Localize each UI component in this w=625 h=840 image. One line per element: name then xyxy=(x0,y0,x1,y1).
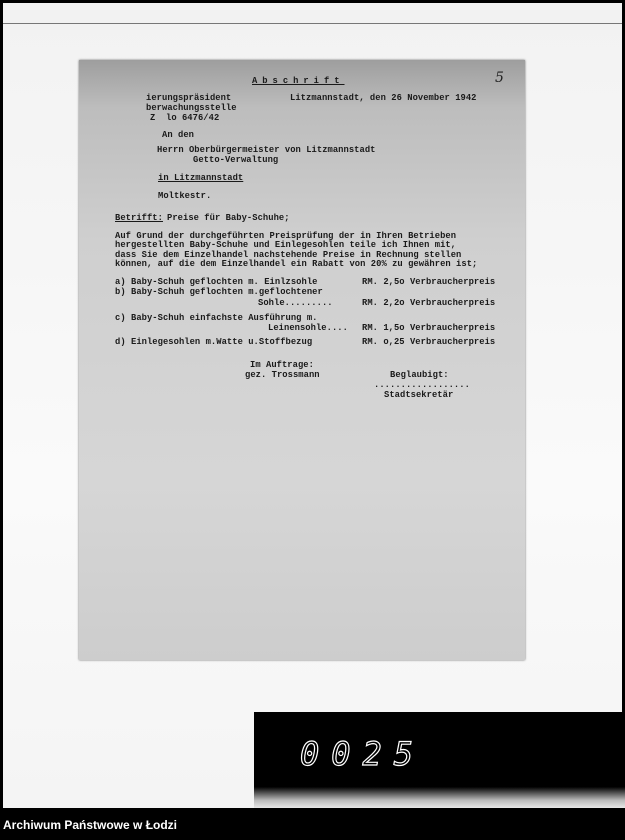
item-a: a) Baby-Schuh geflochten m. Einlzsohle xyxy=(115,277,318,287)
frame-counter: 0025 xyxy=(300,735,426,773)
item-b: b) Baby-Schuh geflochten m.geflochtener xyxy=(115,287,323,297)
signature-title: Stadtsekretär xyxy=(384,390,454,400)
item-b-price: RM. 2,2o Verbraucherpreis xyxy=(362,298,496,308)
recipient-dept: Getto-Verwaltung xyxy=(193,155,279,165)
footer-bar xyxy=(0,808,625,840)
item-a-price: RM. 2,5o Verbraucherpreis xyxy=(362,277,496,287)
recipient-street: Moltkestr. xyxy=(158,191,212,201)
signature-left: gez. Trossmann xyxy=(245,370,320,380)
subject-label: Betrifft: xyxy=(115,213,163,223)
subject: Preise für Baby-Schuhe; xyxy=(167,213,290,223)
sender-line: ierungspräsident xyxy=(146,93,232,103)
signature-right: Beglaubigt: xyxy=(390,370,449,380)
recipient-intro: An den xyxy=(162,130,194,140)
body-line: hergestellten Baby-Schuhe und Einlegesohlen teile ich Ihnen mit, xyxy=(115,240,457,250)
signature-left: Im Auftrage: xyxy=(250,360,314,370)
signature-dots: .................. xyxy=(374,380,470,390)
recipient-city: in Litzmannstadt xyxy=(158,173,244,183)
item-c: c) Baby-Schuh einfachste Ausführung m. xyxy=(115,313,318,323)
archive-name: Archiwum Państwowe w Łodzi xyxy=(3,818,178,832)
sender-line: berwachungsstelle xyxy=(146,103,237,113)
body-line: Auf Grund der durchgeführten Preisprüfung der in Ihren Betrieben xyxy=(115,231,457,241)
body-line: können, auf die dem Einzelhandel ein Rabatt von 20% zu gewähren ist; xyxy=(115,259,478,269)
document-title: Abschrift xyxy=(252,76,345,86)
body-line: dass Sie dem Einzelhandel nachstehende Preise in Rechnung stellen xyxy=(115,250,462,260)
item-d: d) Einlegesohlen m.Watte u.Stoffbezug xyxy=(115,337,313,347)
recipient-name: Herrn Oberbürgermeister von Litzmannstadt xyxy=(157,145,376,155)
reference-number: Z lo 6476/42 xyxy=(150,113,220,123)
item-c-cont: Leinensohle.... xyxy=(268,323,348,333)
item-b-cont: Sohle......... xyxy=(258,298,333,308)
place-date: Litzmannstadt, den 26 November 1942 xyxy=(290,93,477,103)
item-d-price: RM. o,25 Verbraucherpreis xyxy=(362,337,496,347)
film-edge-line xyxy=(3,23,622,24)
page-number-handwritten: 5 xyxy=(495,70,504,86)
item-c-price: RM. 1,5o Verbraucherpreis xyxy=(362,323,496,333)
